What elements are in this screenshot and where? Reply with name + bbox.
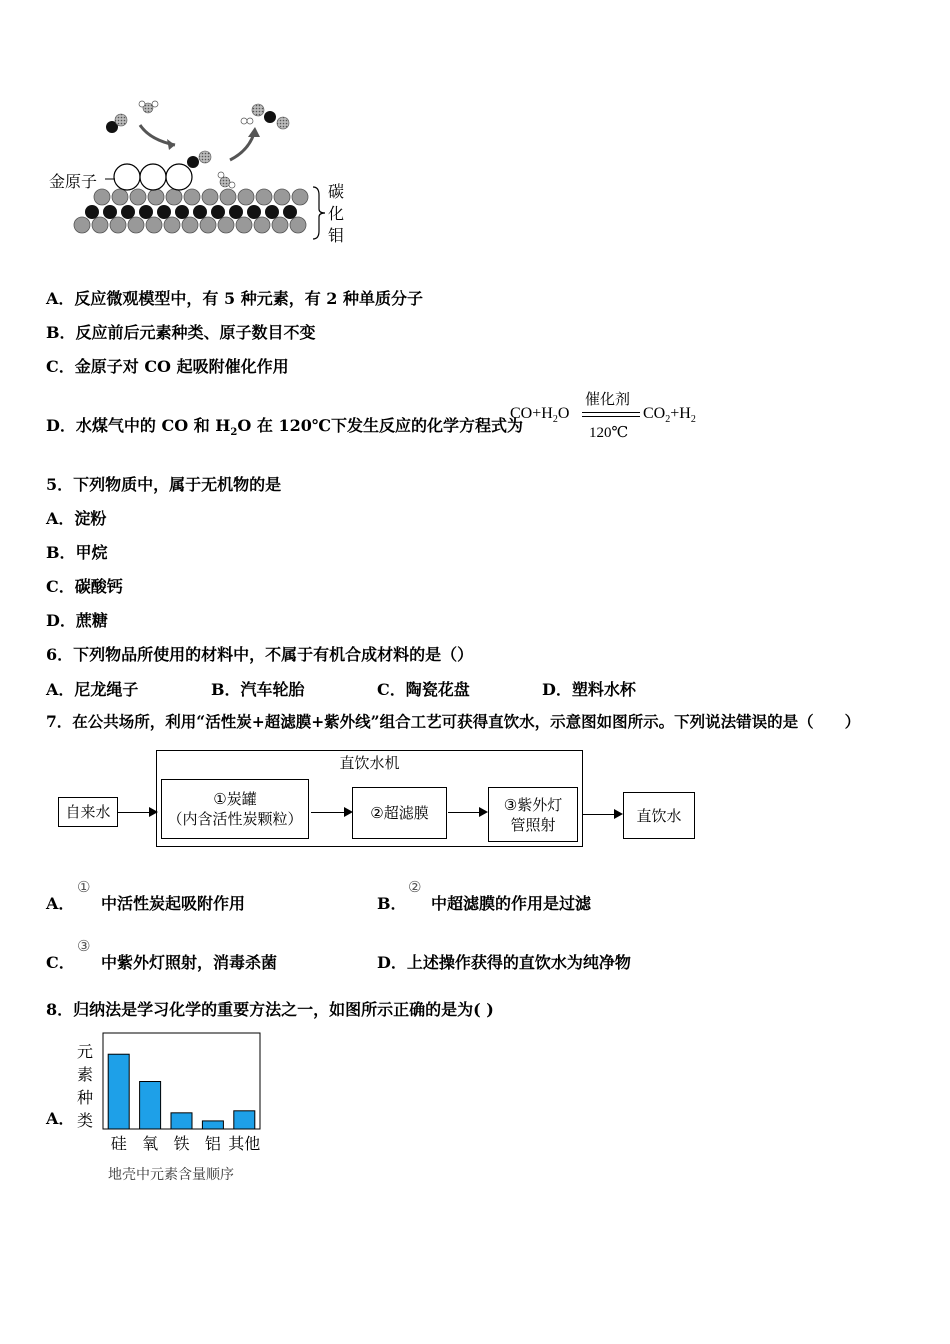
q6-option-a-label: A． [46, 680, 75, 699]
carbon-tank-line2: （内含活性炭颗粒） [167, 810, 303, 828]
tap-water-box [58, 797, 118, 827]
q5-option-d [46, 608, 108, 631]
q6-option-c [377, 677, 470, 700]
q5-stem: 5．下列物质中，属于无机物的是 [46, 475, 282, 494]
q4-option-d [46, 413, 523, 438]
carbon-tank-line1: ①炭罐 [213, 790, 257, 808]
eq-right-h: +H [670, 405, 691, 422]
q7-option-a-body: 中活性炭起吸附作用 [101, 894, 246, 913]
q6-option-d [542, 677, 636, 700]
q5-option-b [46, 540, 108, 563]
q4-option-b-text: 反应前后元素种类、原子数目不变 [75, 323, 316, 342]
gold-atom-label: 金原子 [49, 172, 98, 191]
q6-option-c-label: C． [377, 680, 406, 699]
chemical-equation [510, 388, 720, 443]
mo2c-char-1: 碳 [328, 182, 345, 201]
eq-right-co: CO [643, 405, 666, 422]
q5-option-c-label: C． [46, 577, 75, 596]
q5-option-d-text: 蔗糖 [75, 611, 108, 630]
arrow-1 [118, 812, 156, 813]
x-tick-label-0: 硅 [110, 1134, 127, 1153]
eq-right-co-sub: 2 [665, 414, 671, 426]
machine-title: 直饮水机 [339, 754, 400, 772]
drinking-water-box [623, 792, 695, 839]
eq-equal-sign [582, 412, 640, 417]
q5-option-b-label: B． [46, 543, 76, 562]
mo2c-char-3: 钼 [328, 226, 345, 245]
mo2c-char-2: 化 [328, 204, 345, 223]
carbon-tank-box [161, 779, 309, 839]
chart-xlabel: 地壳中元素含量顺序 [108, 1167, 234, 1183]
ylabel-char-3: 类 [77, 1111, 94, 1130]
q4-option-b [46, 320, 316, 343]
arrow-4 [583, 814, 621, 815]
chart-ylabel [77, 1040, 97, 1132]
ylabel-char-2: 种 [77, 1088, 94, 1107]
q4-option-a [46, 286, 423, 309]
eq-left-text: CO+H [510, 405, 553, 422]
q6-option-b [211, 677, 305, 700]
q7-option-a-circle: ① [77, 878, 91, 896]
eq-left-end: O [557, 405, 570, 422]
q7-option-b-label: B． [377, 894, 407, 913]
q8-chart [75, 1030, 280, 1190]
q7-option-c [46, 950, 75, 973]
q4-option-a-text: 反应微观模型中，有 5 种元素，有 2 种单质分子 [74, 289, 423, 308]
bar-2 [171, 1113, 192, 1129]
q8-option-a-label: A． [46, 1109, 75, 1128]
q8-stem: 8．归纳法是学习化学的重要方法之一，如图所示正确的是为( ) [46, 1000, 494, 1019]
eq-condition-below: 120℃ [589, 425, 629, 441]
bar-0 [108, 1054, 129, 1129]
q7-option-b-circle: ② [408, 878, 422, 896]
q6-option-b-label: B． [211, 680, 241, 699]
q7-option-d-label: D． [377, 953, 407, 972]
drinking-water-label: 直饮水 [636, 806, 682, 825]
q7-option-c-label: C． [46, 953, 75, 972]
q6-option-a [46, 677, 138, 700]
q5-option-a-label: A． [46, 509, 75, 528]
q5-option-a-text: 淀粉 [74, 509, 107, 528]
q4-option-c-label: C． [46, 357, 75, 376]
q7-stem: 7．在公共场所，利用“活性炭+超滤膜+紫外线”组合工艺可获得直饮水，示意图如图所示。下列说法错误的是（ ） [46, 712, 861, 731]
q7-option-b [377, 891, 407, 914]
q5-option-a [46, 506, 106, 529]
q4-option-d-suffix: O 在 120℃下发生反应的化学方程式为 [237, 416, 524, 435]
ylabel-char-1: 素 [77, 1065, 94, 1084]
x-tick-label-2: 铁 [173, 1134, 190, 1153]
catalyst-figure [45, 95, 365, 255]
q4-option-d-prefix: 水煤气中的 CO 和 H [75, 416, 231, 435]
arrow-2 [311, 812, 351, 813]
x-tick-label-1: 氧 [142, 1134, 159, 1153]
bar-1 [140, 1082, 161, 1129]
q7-option-d [377, 950, 631, 973]
q7-option-a-label: A． [46, 894, 75, 913]
q7-option-a [46, 891, 74, 914]
bar-4 [234, 1111, 255, 1129]
uv-lamp-box [488, 787, 578, 842]
q6-option-c-text: 陶瓷花盘 [405, 680, 470, 699]
bar-3 [202, 1121, 223, 1129]
x-tick-label-4: 其他 [228, 1134, 261, 1153]
q7-option-c-body: 中紫外灯照射，消毒杀菌 [101, 953, 278, 972]
q6-stem: 6．下列物品所使用的材料中，不属于有机合成材料的是（） [46, 645, 474, 664]
ylabel-char-0: 元 [77, 1042, 94, 1061]
q4-option-c-text: 金原子对 CO 起吸附催化作用 [74, 357, 289, 376]
q4-option-b-label: B． [46, 323, 76, 342]
q6-option-d-text: 塑料水杯 [571, 680, 636, 699]
q6-option-a-text: 尼龙绳子 [74, 680, 139, 699]
q5-option-c [46, 574, 123, 597]
x-tick-label-3: 铝 [204, 1134, 221, 1153]
uv-lamp-line2: 管照射 [510, 815, 556, 834]
q4-option-d-label: D． [46, 416, 76, 435]
eq-condition-above: 催化剂 [585, 392, 631, 408]
equation-left [510, 405, 569, 425]
q7-option-d-text: 上述操作获得的直饮水为纯净物 [406, 953, 631, 972]
q4-option-d-sub: 2 [230, 427, 238, 439]
equation-right [643, 405, 696, 425]
q7-option-b-body: 中超滤膜的作用是过滤 [431, 894, 592, 913]
q4-option-c [46, 354, 289, 377]
ultrafilter-box [352, 787, 447, 839]
eq-right-h-sub: 2 [690, 414, 696, 426]
q4-option-a-label: A． [46, 289, 75, 308]
q5-option-d-label: D． [46, 611, 76, 630]
q6-option-b-text: 汽车轮胎 [240, 680, 305, 699]
q5-option-b-text: 甲烷 [75, 543, 108, 562]
ultrafilter-label: ②超滤膜 [370, 804, 429, 822]
tap-water-label: 自来水 [65, 803, 111, 821]
q6-option-d-label: D． [542, 680, 572, 699]
eq-left-sub: 2 [552, 414, 558, 426]
uv-lamp-line1: ③紫外灯 [503, 795, 563, 814]
q5-option-c-text: 碳酸钙 [74, 577, 123, 596]
q7-option-c-circle: ③ [77, 937, 91, 955]
arrow-3 [448, 812, 486, 813]
mo2c-label [328, 181, 346, 247]
